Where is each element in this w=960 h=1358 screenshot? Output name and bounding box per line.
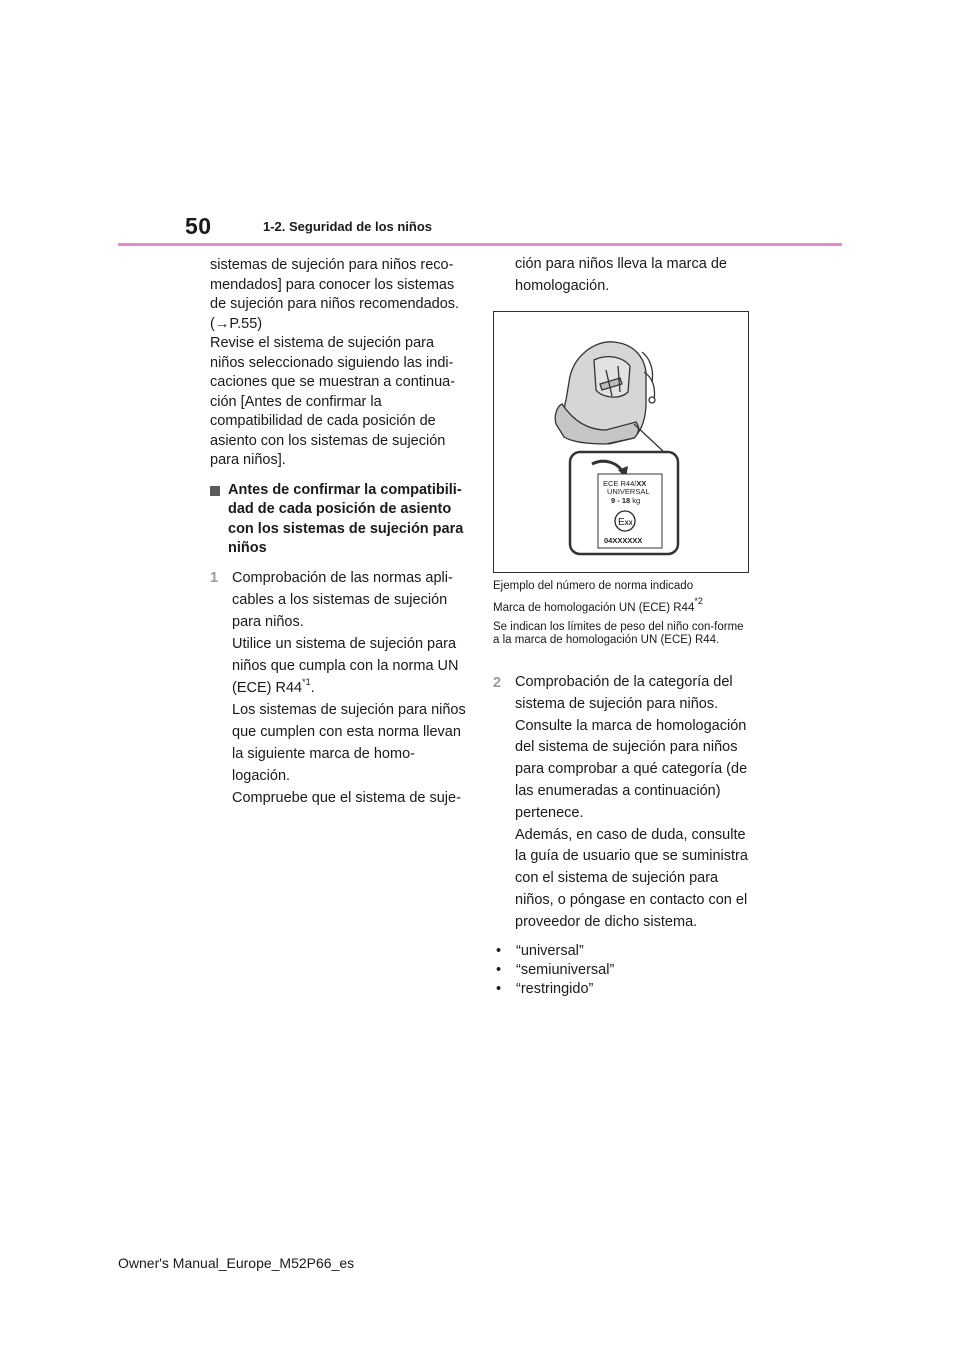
step-text-a: Utilice un sistema de sujeción para niños que cumpla con la norma UN (ECE) R44 <box>232 635 459 696</box>
label-universal: UNIVERSAL <box>607 487 650 496</box>
section-title: 1-2. Seguridad de los niños <box>263 219 433 234</box>
step-number: 1 <box>210 569 219 586</box>
step-number: 2 <box>493 675 502 691</box>
step-text-a-end: . <box>310 679 315 696</box>
figure-caption-mark <box>493 596 753 615</box>
intro-paragraph-2: Revise el sistema de sujeción para niños seleccionado siguiendo las indi-caciones que se muestran a continua-ción [Antes de confirmar la compatibilidad de cada posición de asiento con los sistemas de sujeción para niños]. <box>210 335 456 468</box>
subheading-text: Antes de confirmar la compatibili-dad de cada posición de asiento con los sistemas de sujeción para niños <box>228 481 464 556</box>
child-seat-icon <box>555 342 655 444</box>
step-text: Compruebe que el sistema de suje- <box>232 789 461 806</box>
step-1 <box>210 567 472 809</box>
child-seat-illustration <box>494 312 748 572</box>
footnote-ref: *2 <box>694 596 703 606</box>
step-title: Comprobación de las normas apli-cables a los sistemas de sujeción para niños. <box>232 569 453 630</box>
footnote-ref: *1 <box>302 676 311 687</box>
list-item: • “restringido” <box>496 980 594 997</box>
header-divider <box>118 243 842 246</box>
category-list <box>493 942 758 999</box>
page-number: 50 <box>185 213 212 239</box>
list-item: • “universal” <box>496 942 584 959</box>
figure-caption-note: Se indican los límites de peso del niño con-forme a la marca de homologación UN (ECE) R44. <box>493 621 744 646</box>
list-item-text: “universal” <box>516 942 584 959</box>
intro-paragraph: sistemas de sujeción para niños reco-mendados] para conocer los sistemas de sujeción para niños recomendados. (→P.55) <box>210 257 460 332</box>
square-bullet-icon <box>210 486 220 496</box>
list-item-text: “restringido” <box>516 980 594 997</box>
e-mark-letter: E <box>618 517 625 528</box>
approval-mark-figure <box>493 311 749 573</box>
step-text: Además, en caso de duda, consulte la guía de usuario que se suministra con el sistema de sujeción para niños, o póngase en contacto con el proveedor de dicho sistema. <box>515 826 748 930</box>
svg-text:9 - 18kg <box>611 496 640 505</box>
step-text <box>232 633 472 699</box>
step-text: Los sistemas de sujeción para niños que cumplen con esta norma llevan la siguiente marca de homo-logación. <box>232 701 466 784</box>
label-ece: ECE R44/ <box>603 479 637 488</box>
list-item-text: “semiuniversal” <box>516 961 615 978</box>
left-column <box>210 256 472 809</box>
footer-text: Owner's Manual_Europe_M52P66_es <box>118 1255 355 1271</box>
label-weight: 9 - 18 <box>611 496 631 505</box>
e-mark-xx: XX <box>624 521 633 527</box>
figure-caption: Ejemplo del número de norma indicado <box>493 580 694 592</box>
continuation-text <box>515 253 755 297</box>
list-item: • “semiuniversal” <box>496 961 615 978</box>
caption-mark-text: Marca de homologación UN (ECE) R44 <box>493 602 695 614</box>
step-text: Consulte la marca de homologación del sistema de sujeción para niños para comprobar a qué categoría (de las enumeradas a continuación) pertenece. <box>515 717 748 821</box>
right-column <box>493 672 758 999</box>
label-unit: kg <box>632 496 641 505</box>
step-2 <box>493 672 758 934</box>
label-xx: XX <box>636 479 647 488</box>
step-title: Comprobación de la categoría del sistema de sujeción para niños. <box>515 674 733 712</box>
label-code: 04XXXXXX <box>604 536 643 545</box>
subheading <box>210 481 472 559</box>
continuation-paragraph: ción para niños lleva la marca de homologación. <box>515 256 727 294</box>
